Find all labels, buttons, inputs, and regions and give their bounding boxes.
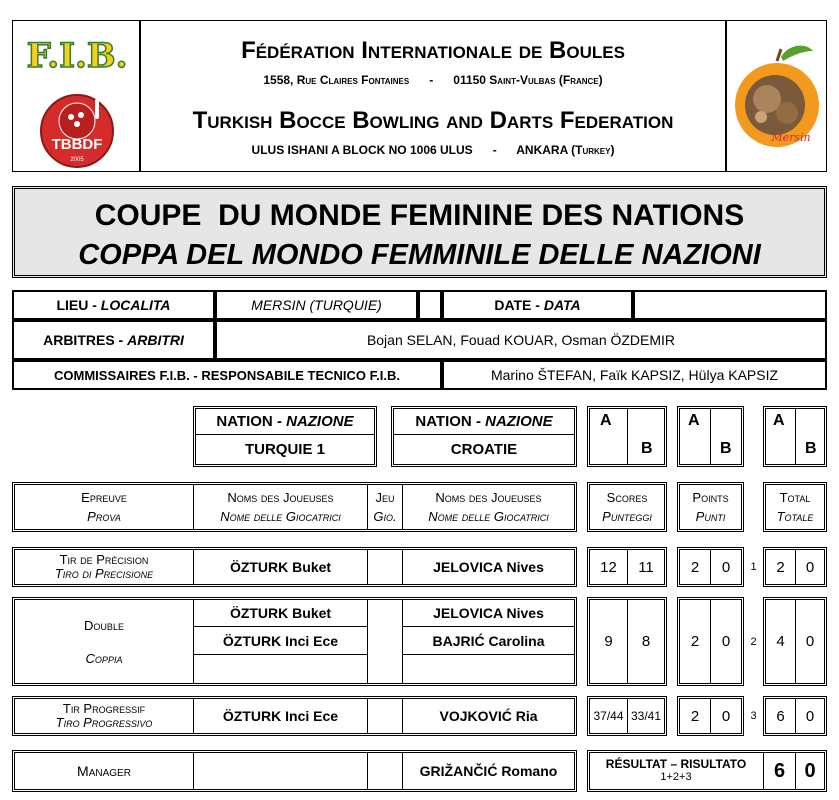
mgr-div-2 xyxy=(367,753,368,789)
double-score-a: 9 xyxy=(604,633,613,650)
total-header xyxy=(763,482,827,532)
double-player-b1: JELOVICA Nives xyxy=(433,605,544,621)
nation-a-label xyxy=(196,409,374,435)
arbitres-label xyxy=(12,320,215,360)
nation-b-dash: - xyxy=(475,413,481,430)
arbitres-value: Bojan SELAN, Fouad KOUAR, Osman ÖZDEMIR xyxy=(215,320,827,360)
progressif-label xyxy=(15,699,193,733)
total-ab-divider xyxy=(795,409,796,464)
total-fr: Total xyxy=(779,490,811,505)
progressif-player-b: VOJKOVIĆ Ria xyxy=(439,708,538,724)
points-ab-divider xyxy=(710,409,711,464)
scores-ab-divider xyxy=(627,409,628,464)
lieu-label-fr: LIEU xyxy=(56,297,89,313)
points-fr: Points xyxy=(692,490,729,505)
precision-points-b: 0 xyxy=(721,558,731,576)
double-score-b: 8 xyxy=(641,633,651,650)
jeu-fr: Jeu xyxy=(375,490,395,505)
nation-b-label-it: NAZIONE xyxy=(485,413,553,430)
double-points-b: 0 xyxy=(721,633,731,650)
tbbdf-logo-text: TBBDF xyxy=(51,136,103,153)
epreuve-it: Prova xyxy=(87,509,121,524)
points-it: Punti xyxy=(695,509,726,524)
dbl-hdiv-a2 xyxy=(194,654,367,655)
title-italian: COPPA DEL MONDO FEMMINILE DELLE NAZIONI xyxy=(78,239,761,271)
epreuve-header xyxy=(15,485,193,529)
date-label-it: DATA xyxy=(543,297,581,313)
team-b-name: CROATIE xyxy=(450,441,518,458)
prec-div-2 xyxy=(367,550,368,584)
manager-label: Manager xyxy=(77,763,131,779)
result-label xyxy=(590,753,762,789)
team-a-name: TURQUIE 1 xyxy=(244,441,325,458)
date-label-fr: DATE xyxy=(494,297,532,313)
precision-label-fr: Tir de Précision xyxy=(59,552,149,567)
tbbdf-logo xyxy=(37,91,117,171)
noms-a-fr: Noms des Joueuses xyxy=(227,490,334,505)
noms-b-header xyxy=(403,485,574,529)
tbbdf-street: ULUS ISHANI A BLOCK NO 1006 ULUS xyxy=(251,143,473,157)
precision-number: 1 xyxy=(750,561,757,573)
progressif-total-a: 6 xyxy=(776,707,785,725)
header-logo-right xyxy=(726,20,827,172)
double-player-a1: ÖZTURK Buket xyxy=(229,605,332,621)
progressif-score-b: 33/41 xyxy=(630,709,662,723)
lieu-spacer xyxy=(418,290,442,320)
precision-player-a: ÖZTURK Buket xyxy=(229,559,332,575)
points-a-marker: A xyxy=(688,412,700,429)
scores-header xyxy=(587,482,667,532)
precision-points-a: 2 xyxy=(690,558,700,576)
lieu-label-it: LOCALITA xyxy=(100,297,171,313)
nation-b-label xyxy=(394,409,574,435)
double-label xyxy=(15,600,193,683)
result-sub: 1+2+3 xyxy=(660,771,692,783)
progressif-score-a: 37/44 xyxy=(593,709,624,723)
noms-b-fr: Noms des Joueuses xyxy=(435,490,542,505)
manager-player-b: GRIŽANČIĆ Romano xyxy=(419,763,558,779)
dbl-hdiv-b2 xyxy=(403,654,574,655)
progressif-points-b: 0 xyxy=(721,707,731,725)
fib-city: 01150 Saint-Vulbas (France) xyxy=(453,73,603,87)
date-dash: - xyxy=(535,297,540,313)
progressif-label-fr: Tir Progressif xyxy=(62,701,146,716)
total-it: Totale xyxy=(776,509,814,524)
noms-a-it: Nome delle Giocatrici xyxy=(220,509,341,524)
jeu-it: Gio. xyxy=(373,509,397,524)
scores-it: Punteggi xyxy=(602,509,652,524)
fib-street: 1558, Rue Claires Fontaines xyxy=(263,73,410,87)
date-label xyxy=(442,290,633,320)
prog-div-2 xyxy=(367,699,368,733)
lieu-label xyxy=(12,290,215,320)
header-logos-left xyxy=(12,20,140,172)
header-federations xyxy=(140,20,726,172)
double-player-a2: ÖZTURK Inci Ece xyxy=(222,632,339,649)
mersin-logo-text: Mersin xyxy=(771,131,811,144)
nation-a-label-fr: NATION xyxy=(216,413,273,430)
noms-a-header xyxy=(194,485,367,529)
dbl-div-2 xyxy=(367,600,368,683)
points-b-marker: B xyxy=(720,440,732,457)
nation-a-label-it: NAZIONE xyxy=(286,413,354,430)
scores-a-marker: A xyxy=(600,412,612,429)
result-b: 0 xyxy=(804,759,816,782)
nation-a-dash: - xyxy=(276,413,282,430)
precision-score-b: 11 xyxy=(638,558,654,576)
result-label-text: RÉSULTAT – RISULTATO xyxy=(605,757,747,771)
precision-score-a: 12 xyxy=(600,558,617,576)
mersin-logo xyxy=(731,39,823,159)
fib-logo-text: F.I.B. xyxy=(26,36,128,76)
double-total-a: 4 xyxy=(776,633,785,650)
fib-address xyxy=(141,73,725,87)
precision-total-b: 0 xyxy=(805,558,815,576)
precision-label xyxy=(15,550,193,584)
title-band xyxy=(12,186,827,278)
jeu-header xyxy=(368,485,402,529)
scores-fr: Scores xyxy=(606,490,648,505)
fib-title: Fédération Internationale de Boules xyxy=(241,37,625,64)
double-points-a: 2 xyxy=(690,633,700,650)
scores-b-marker: B xyxy=(641,440,653,457)
points-header xyxy=(677,482,744,532)
fib-logo xyxy=(17,33,137,77)
double-player-b2: BAJRIĆ Carolina xyxy=(432,632,545,649)
precision-total-a: 2 xyxy=(776,558,785,576)
progressif-total-b: 0 xyxy=(805,707,815,725)
double-number: 2 xyxy=(750,635,757,648)
tbbdf-address xyxy=(141,143,725,157)
tbbdf-title: Turkish Bocce Bowling and Darts Federation xyxy=(192,107,674,134)
epreuve-fr: Epreuve xyxy=(81,490,127,505)
tbbdf-logo-year: 2005 xyxy=(70,157,84,163)
title-french: COUPE DU MONDE FEMININE DES NATIONS xyxy=(94,199,745,232)
noms-b-it: Nome delle Giocatrici xyxy=(428,509,549,524)
double-total-b: 0 xyxy=(805,633,815,650)
nation-b-label-fr: NATION xyxy=(415,413,472,430)
precision-label-it: Tiro di Precisione xyxy=(54,566,154,581)
lieu-dash: - xyxy=(92,297,97,313)
progressif-label-it: Tiro Progressivo xyxy=(55,715,153,730)
mgr-div-1 xyxy=(193,753,194,789)
date-value xyxy=(633,290,827,320)
double-label-fr: Double xyxy=(84,617,124,633)
commissaires-label: COMMISSAIRES F.I.B. - RESPONSABILE TECNICO F.I.B. xyxy=(12,360,442,390)
progressif-points-a: 2 xyxy=(690,707,700,725)
arbitres-label-fr: ARBITRES xyxy=(43,332,115,348)
lieu-value: MERSIN (TURQUIE) xyxy=(215,290,418,320)
total-a-marker: A xyxy=(773,412,785,429)
tbbdf-city: ANKARA (Turkey) xyxy=(516,143,615,157)
total-b-marker: B xyxy=(805,440,817,457)
arbitres-dash: - xyxy=(118,332,124,348)
fib-address-sep: - xyxy=(429,73,434,87)
commissaires-value: Marino ŠTEFAN, Faïk KAPSIZ, Hülya KAPSIZ xyxy=(442,360,827,390)
arbitres-label-it: ARBITRI xyxy=(127,332,184,348)
progressif-player-a: ÖZTURK Inci Ece xyxy=(222,708,339,724)
result-a: 6 xyxy=(773,759,786,782)
precision-player-b: JELOVICA Nives xyxy=(433,559,544,575)
double-label-it: Coppia xyxy=(85,650,123,666)
tbbdf-address-sep: - xyxy=(492,143,497,157)
progressif-number: 3 xyxy=(750,710,757,722)
